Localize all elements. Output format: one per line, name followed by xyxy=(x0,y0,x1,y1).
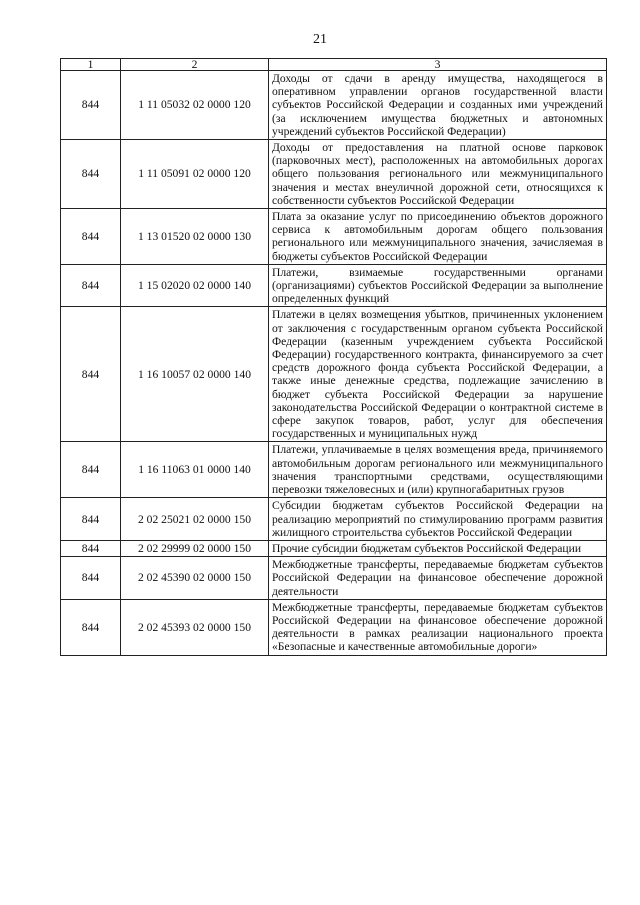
table-row xyxy=(61,599,607,655)
revenue-code-cell: 1 16 11063 01 0000 140 xyxy=(121,442,269,498)
description-cell: Доходы от предоставления на платной основе парковок (парковочных мест), расположенных на автомобильных дорогах общего пользования регионального или межмуниципального значения и местах внеуличной дорожной сети, относящихся к собственности субъектов Российской Федерации xyxy=(269,140,607,209)
admin-code-cell: 844 xyxy=(61,498,121,541)
column-header-1: 1 xyxy=(61,59,121,71)
column-header-3: 3 xyxy=(269,59,607,71)
table-row xyxy=(61,498,607,541)
table-row xyxy=(61,557,607,600)
description-cell: Межбюджетные трансферты, передаваемые бюджетам субъектов Российской Федерации на финансовое обеспечение дорожной деятельности xyxy=(269,557,607,600)
table-header-row xyxy=(61,59,607,71)
column-header-2: 2 xyxy=(121,59,269,71)
revenue-code-cell: 2 02 45393 02 0000 150 xyxy=(121,599,269,655)
description-cell: Доходы от сдачи в аренду имущества, находящегося в оперативном управлении органов государственной власти субъектов Российской Федерации и созданных ими учреждений (за исключением имущества бюджетных и автономных учреждений субъектов Российской Федерации) xyxy=(269,71,607,140)
description-cell: Платежи, уплачиваемые в целях возмещения вреда, причиняемого автомобильным дорогам регионального или межмуниципального значения транспортными средствами, осуществляющими перевозки тяжеловесных и (или) крупногабаритных грузов xyxy=(269,442,607,498)
table-row xyxy=(61,307,607,442)
description-cell: Платежи в целях возмещения убытков, причиненных уклонением от заключения с государственным органом субъекта Российской Федерации (казенным учреждением субъекта Российской Федерации) государственного контракта, финансируемого за счет средств дорожного фонда субъекта Российской Федерации, а также иные денежные средства, подлежащие зачислению в бюджет субъекта Российской Федерации за нарушение законодательства Российской Федерации о контрактной системе в сфере закупок товаров, работ, услуг для обеспечения государственных и муниципальных нужд xyxy=(269,307,607,442)
description-cell: Субсидии бюджетам субъектов Российской Федерации на реализацию мероприятий по стимулированию программ развития жилищного строительства субъектов Российской Федерации xyxy=(269,498,607,541)
admin-code-cell: 844 xyxy=(61,599,121,655)
admin-code-cell: 844 xyxy=(61,307,121,442)
table-row xyxy=(61,209,607,265)
description-cell: Плата за оказание услуг по присоединению объектов дорожного сервиса к автомобильным дорогам общего пользования регионального или межмуниципального значения, зачисляемая в бюджеты субъектов Российской Федерации xyxy=(269,209,607,265)
admin-code-cell: 844 xyxy=(61,71,121,140)
table-row xyxy=(61,540,607,556)
revenue-code-cell: 1 13 01520 02 0000 130 xyxy=(121,209,269,265)
budget-classification-table xyxy=(60,58,607,656)
table-row xyxy=(61,442,607,498)
description-cell: Платежи, взимаемые государственными органами (организациями) субъектов Российской Федерации за выполнение определенных функций xyxy=(269,264,607,307)
revenue-code-cell: 1 11 05032 02 0000 120 xyxy=(121,71,269,140)
page-number: 21 xyxy=(313,32,327,47)
table-row xyxy=(61,71,607,140)
revenue-code-cell: 1 15 02020 02 0000 140 xyxy=(121,264,269,307)
revenue-code-cell: 1 16 10057 02 0000 140 xyxy=(121,307,269,442)
admin-code-cell: 844 xyxy=(61,140,121,209)
revenue-code-cell: 1 11 05091 02 0000 120 xyxy=(121,140,269,209)
table-row xyxy=(61,140,607,209)
admin-code-cell: 844 xyxy=(61,209,121,265)
table-row xyxy=(61,264,607,307)
admin-code-cell: 844 xyxy=(61,264,121,307)
admin-code-cell: 844 xyxy=(61,442,121,498)
admin-code-cell: 844 xyxy=(61,540,121,556)
description-cell: Прочие субсидии бюджетам субъектов Российской Федерации xyxy=(269,540,607,556)
revenue-code-cell: 2 02 45390 02 0000 150 xyxy=(121,557,269,600)
admin-code-cell: 844 xyxy=(61,557,121,600)
description-cell: Межбюджетные трансферты, передаваемые бюджетам субъектов Российской Федерации на финансовое обеспечение дорожной деятельности в рамках реализации национального проекта «Безопасные и качественные автомобильные дороги» xyxy=(269,599,607,655)
revenue-code-cell: 2 02 29999 02 0000 150 xyxy=(121,540,269,556)
revenue-code-cell: 2 02 25021 02 0000 150 xyxy=(121,498,269,541)
